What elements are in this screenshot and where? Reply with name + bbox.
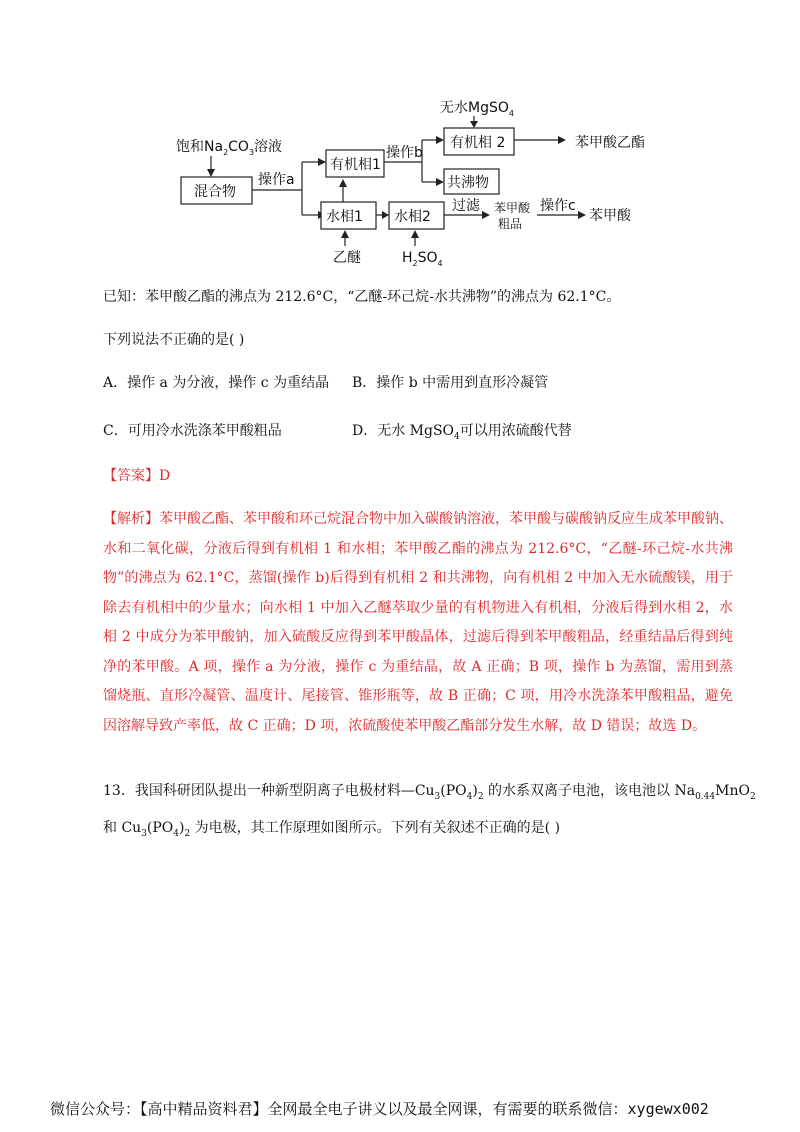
organic-phase-2-label: 有机相 2 (450, 135, 506, 151)
reagent-na2co3-label: 饱和$Na_2CO_3$溶液 (176, 139, 283, 157)
option-d: D．无水 MgSO$_4$可以用浓硫酸代替 (352, 423, 572, 442)
option-c: C．可用冷水洗涤苯甲酸粗品 (103, 423, 282, 439)
answer-label: 【答案】D (103, 468, 171, 484)
question-13-line-1: 13．我国科研团队提出一种新型阴离子电极材料$—Cu_3(PO_4)_2$ 的水系双离子电池，该电池以 $Na_{0.44}MnO_2$ (103, 783, 756, 802)
water-phase-2-label: 水相2 (394, 209, 431, 225)
operation-b-label: 操作b (386, 145, 423, 161)
known-condition: 已知：苯甲酸乙酯的沸点为 212.6°C，“乙醚-环己烷-水共沸物”的沸点为 62.1°C。 (103, 289, 621, 305)
crude-benzoic-bottom: 粗品 (498, 217, 523, 231)
organic-phase-1-label: 有机相1 (330, 157, 381, 173)
footer-banner: 微信公众号：【高中精品资料君】全网最全电子讲义以及最全网课，有需要的联系微信：xygewx002 (50, 1100, 709, 1118)
sulfuric-acid-label: $H_2SO_4$ (402, 250, 443, 268)
filter-label: 过滤 (452, 198, 480, 214)
option-b: B．操作 b 中需用到直形冷凝管 (352, 375, 549, 391)
separation-flow-diagram (0, 0, 800, 280)
question-13-line-2: 和 $Cu_3(PO_4)_2$ 为电极，其工作原理如图所示。下列有关叙述不正确的是( ) (103, 820, 561, 839)
benzoic-acid-product: 苯甲酸 (589, 208, 631, 224)
ethyl-benzoate-product: 苯甲酸乙酯 (575, 135, 645, 151)
water-phase-1-label: 水相1 (326, 209, 363, 225)
wechat-id: xygewx002 (627, 1100, 709, 1118)
mixture-label: 混合物 (194, 184, 236, 200)
crude-benzoic-top: 苯甲酸 (494, 201, 531, 215)
ether-label: 乙醚 (333, 250, 361, 266)
analysis-paragraph: 【解析】苯甲酸乙酯、苯甲酸和环己烷混合物中加入碳酸钠溶液，苯甲酸与碳酸钠反应生成苯甲酸钠、水和二氧化碳，分液后得到有机相 1 和水相；苯甲酸乙酯的沸点为 212.6°C，“乙醚-环己烷-水共沸物”的沸点为 62.1°C，蒸馏(操作 b)后得到有机相 2 和共沸物，向有机相 2 中加入无水硫酸镁，用于除去有机相中的少量水；向水相 1 中加入乙醚萃取少量的有机物进入有机相，分液后得到水相 2，水相 2 中成分为苯甲酸钠，加入硫酸反应得到苯甲酸晶体，过滤后得到苯甲酸粗品，经重结晶后得到纯净的苯甲酸。A 项，操作 a 为分液，操作 c 为重结晶，故 A 正确；B 项，操作 b 为蒸馏，需用到蒸馏烧瓶、直形冷凝管、温度计、尾接管、锥形瓶等，故 B 正确；C 项，用冷水洗涤苯甲酸粗品，避免因溶解导致产率低，故 C 正确；D 项，浓硫酸使苯甲酸乙酯部分发生水解，故 D 错误；故选 D。 (103, 511, 733, 734)
azeotrope-label: 共沸物 (447, 175, 489, 191)
option-a: A．操作 a 为分液，操作 c 为重结晶 (103, 375, 330, 391)
operation-a-label: 操作a (258, 172, 295, 188)
operation-c-label: 操作c (540, 198, 576, 214)
question-prompt: 下列说法不正确的是( ) (103, 332, 245, 348)
anhydrous-mgso4-label: 无水MgSO$_4$ (440, 100, 514, 118)
